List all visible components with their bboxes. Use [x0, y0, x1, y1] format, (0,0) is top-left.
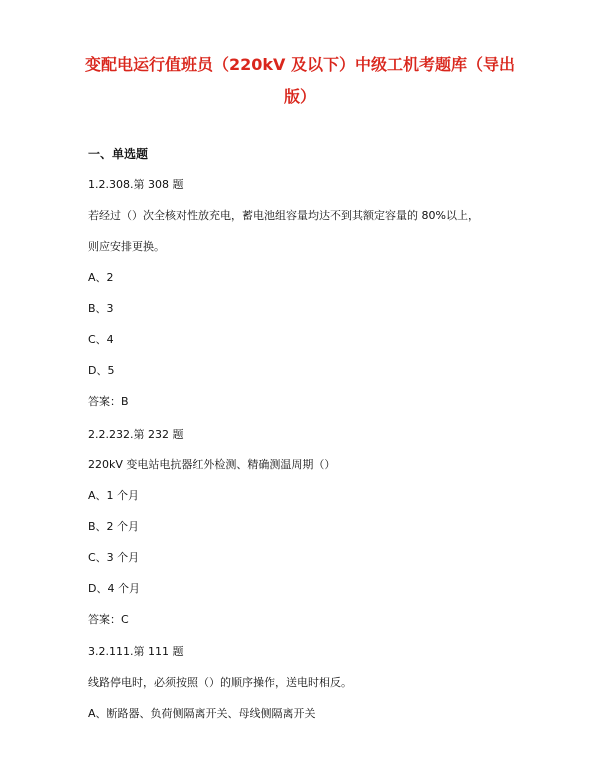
question-1-option-a: A、2: [88, 271, 114, 284]
question-1-text: 若经过（）次全核对性放充电，蓄电池组容量均达不到其额定容量的 80%以上，: [88, 209, 479, 222]
question-2-option-d: D、4 个月: [88, 582, 140, 595]
question-1-option-d: D、5: [88, 364, 115, 377]
section-heading: 一、单选题: [88, 147, 149, 161]
question-3-header: 3.2.111.第 111 题: [88, 645, 184, 658]
document-title-continued: 版）: [283, 87, 316, 106]
question-2-header: 2.2.232.第 232 题: [88, 428, 184, 441]
question-1-option-c: C、4: [88, 333, 114, 346]
question-2-option-a: A、1 个月: [88, 489, 140, 502]
question-1-text-continued: 则应安排更换。: [88, 240, 165, 253]
document-title: 变配电运行值班员（220kV 及以下）中级工机考题库（导出: [85, 55, 515, 74]
question-3-text: 线路停电时，必须按照（）的顺序操作，送电时相反。: [88, 676, 352, 689]
question-1-option-b: B、3: [88, 302, 114, 315]
question-2-text: 220kV 变电站电抗器红外检测、精确测温周期（）: [88, 458, 336, 471]
question-1-answer: 答案：B: [88, 395, 129, 408]
question-2-option-c: C、3 个月: [88, 551, 140, 564]
question-3-option-a: A、断路器、负荷侧隔离开关、母线侧隔离开关: [88, 707, 316, 720]
question-2-option-b: B、2 个月: [88, 520, 140, 533]
question-1-header: 1.2.308.第 308 题: [88, 178, 184, 191]
question-2-answer: 答案：C: [88, 613, 129, 626]
